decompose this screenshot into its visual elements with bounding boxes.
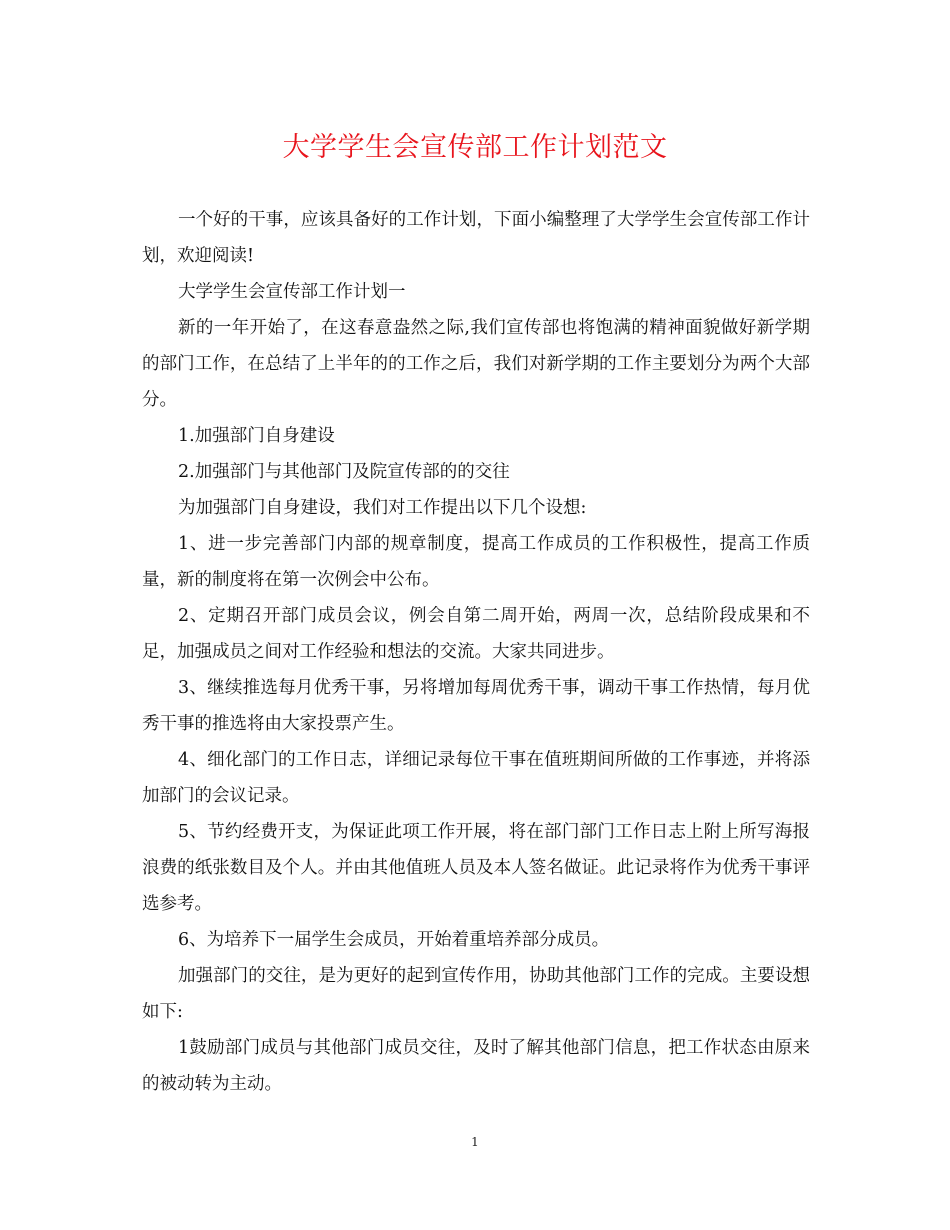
document-body [142,202,810,1102]
paragraph-exchange-lead: 加强部门的交往，是为更好的起到宣传作用，协助其他部门工作的完成。主要设想如下: [142,966,810,1022]
paragraph-part-1: 1.加强部门自身建设 [178,426,335,446]
paragraph-section-heading: 大学学生会宣传部工作计划一 [178,282,406,302]
paragraph-item-2: 2、定期召开部门成员会议，例会自第二周开始，两周一次，总结阶段成果和不足，加强成员之间对工作经验和想法的交流。大家共同进步。 [142,606,810,662]
page-number: 1 [471,1135,479,1149]
paragraph-item-5: 5、节约经费开支，为保证此项工作开展，将在部门部门工作日志上附上所写海报浪费的纸张数目及个人。并由其他值班人员及本人签名做证。此记录将作为优秀干事评选参考。 [142,822,810,914]
paragraph-ideas-lead: 为加强部门自身建设，我们对工作提出以下几个设想: [178,498,587,518]
paragraph-item-1: 1、进一步完善部门内部的规章制度，提高工作成员的工作积极性，提高工作质量，新的制度将在第一次例会中公布。 [142,534,810,590]
paragraph-item-3: 3、继续推选每月优秀干事，另将增加每周优秀干事，调动干事工作热情，每月优秀干事的推选将由大家投票产生。 [142,678,810,734]
paragraph-item-6: 6、为培养下一届学生会成员，开始着重培养部分成员。 [178,930,610,950]
paragraph-opening: 新的一年开始了，在这春意盎然之际,我们宣传部也将饱满的精神面貌做好新学期的部门工作，在总结了上半年的的工作之后，我们对新学期的工作主要划分为两个大部分。 [142,318,810,410]
paragraph-exchange-item-1: 1鼓励部门成员与其他部门成员交往，及时了解其他部门信息，把工作状态由原来的被动转为主动。 [142,1038,810,1094]
paragraph-part-2: 2.加强部门与其他部门及院宣传部的的交往 [178,462,510,482]
document-title: 大学学生会宣传部工作计划范文 [282,132,668,163]
paragraph-item-4: 4、细化部门的工作日志，详细记录每位干事在值班期间所做的工作事迹，并将添加部门的会议记录。 [142,750,810,806]
paragraph-intro: 一个好的干事，应该具备好的工作计划，下面小编整理了大学学生会宣传部工作计划，欢迎阅读! [142,210,810,266]
